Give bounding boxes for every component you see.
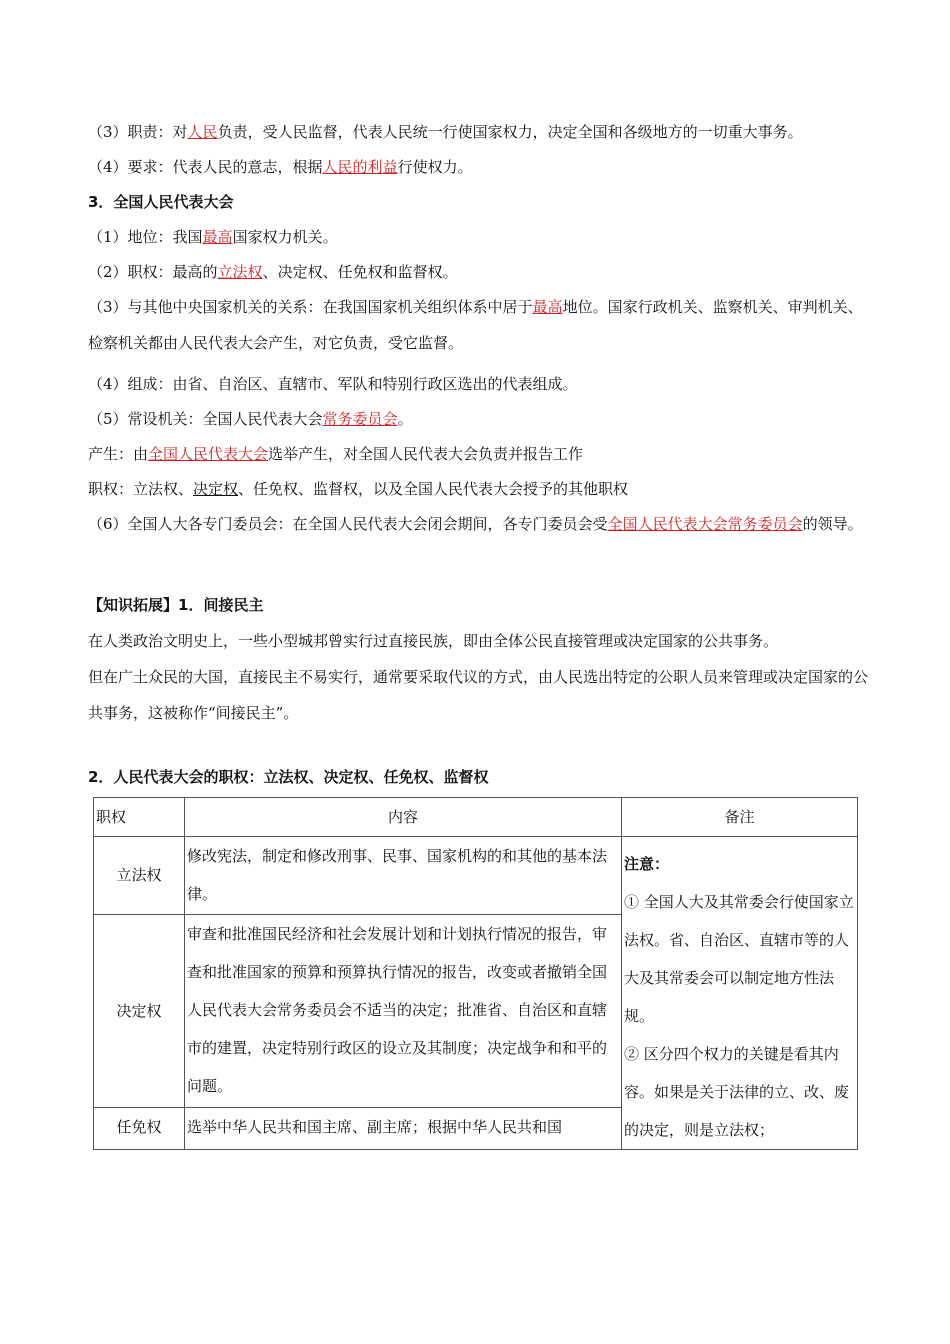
note-2: ② 区分四个权力的关键是看其内容。如果是关于法律的立、改、废的决定，则是立法权；: [624, 1045, 850, 1139]
note-cell: [622, 837, 858, 1150]
highlight-people-interest: 人民的利益: [322, 158, 398, 176]
npc-composition: （4）组成：由省、自治区、直辖市、军队和特别行政区选出的代表组成。: [88, 375, 578, 393]
row-content: 修改宪法，制定和修改刑事、民事、国家机构的和其他的基本法律。: [185, 837, 622, 915]
table-heading: 2．人民代表大会的职权：立法权、决定权、任免权、监督权: [88, 768, 489, 786]
extension-paragraph-2: 但在广土众民的大国，直接民主不易实行，通常要采取代议的方式，由人民选出特定的公职人员来管理或决定国家的公共事务，这被称作“间接民主”。: [88, 668, 869, 722]
highlight-legislative: 立法权: [217, 263, 263, 281]
standing-committee-origin: 产生：由全国人民代表大会选举产生，对全国人民代表大会负责并报告工作: [88, 445, 584, 463]
duty-paragraph: （3）职责：对人民负责，受人民监督，代表人民统一行使国家权力，决定全国和各级地方的一切重大事务。: [88, 123, 803, 141]
row-name: 任免权: [94, 1108, 185, 1150]
table-header-row: [94, 798, 858, 837]
highlight-standing-committee: 常务委员会: [322, 410, 398, 428]
note-1: ① 全国人大及其常委会行使国家立法权。省、自治区、直辖市等的人大及其常委会可以制定地方性法规。: [624, 893, 854, 1025]
npc-standing-body: （5）常设机关：全国人民代表大会常务委员会。: [88, 410, 413, 428]
underline-decision-power: 决定权: [193, 480, 239, 498]
header-power: 职权: [94, 798, 185, 837]
row-content: 审查和批准国民经济和社会发展计划和计划执行情况的报告，审查和批准国家的预算和预算执行情况的报告，改变或者撤销全国人民代表大会常务委员会不适当的决定；批准省、自治区和直辖市的建置，决定特别行政区的设立及其制度；决定战争和和平的问题。: [185, 914, 622, 1107]
section-heading-npc: 3．全国人民代表大会: [88, 193, 234, 211]
note-title: 注意：: [624, 855, 670, 873]
powers-table: [93, 797, 858, 1150]
requirement-paragraph: （4）要求：代表人民的意志，根据人民的利益行使权力。: [88, 158, 473, 176]
special-committees: （6）全国人大各专门委员会：在全国人民代表大会闭会期间，各专门委员会受全国人民代表大会常务委员会的领导。: [88, 515, 863, 533]
row-content: 选举中华人民共和国主席、副主席；根据中华人民共和国: [185, 1108, 622, 1150]
extension-paragraph-1: 在人类政治文明史上，一些小型城邦曾实行过直接民族，即由全体公民直接管理或决定国家的公共事务。: [88, 632, 779, 650]
highlight-people: 人民: [187, 123, 218, 141]
highlight-npc: 全国人民代表大会: [148, 445, 269, 463]
row-name: 决定权: [94, 914, 185, 1107]
standing-committee-powers: 职权：立法权、决定权、任免权、监督权，以及全国人民代表大会授予的其他职权: [88, 480, 629, 498]
npc-powers: （2）职权：最高的立法权、决定权、任免权和监督权。: [88, 263, 458, 281]
highlight-npc-standing-committee: 全国人民代表大会常务委员会: [607, 515, 803, 533]
highlight-highest: 最高: [202, 228, 233, 246]
knowledge-extension-heading: 【知识拓展】1．间接民主: [88, 596, 264, 614]
npc-status: （1）地位：我国最高国家权力机关。: [88, 228, 338, 246]
header-note: 备注: [622, 798, 858, 837]
document-page: [88, 120, 868, 1150]
header-content: 内容: [185, 798, 622, 837]
table-row: [94, 837, 858, 915]
row-name: 立法权: [94, 837, 185, 915]
highlight-highest-2: 最高: [532, 298, 563, 316]
npc-relations: （3）与其他中央国家机关的关系：在我国国家机关组织体系中居于最高地位。国家行政机关、监察机关、审判机关、检察机关都由人民代表大会产生，对它负责，受它监督。: [88, 298, 863, 352]
